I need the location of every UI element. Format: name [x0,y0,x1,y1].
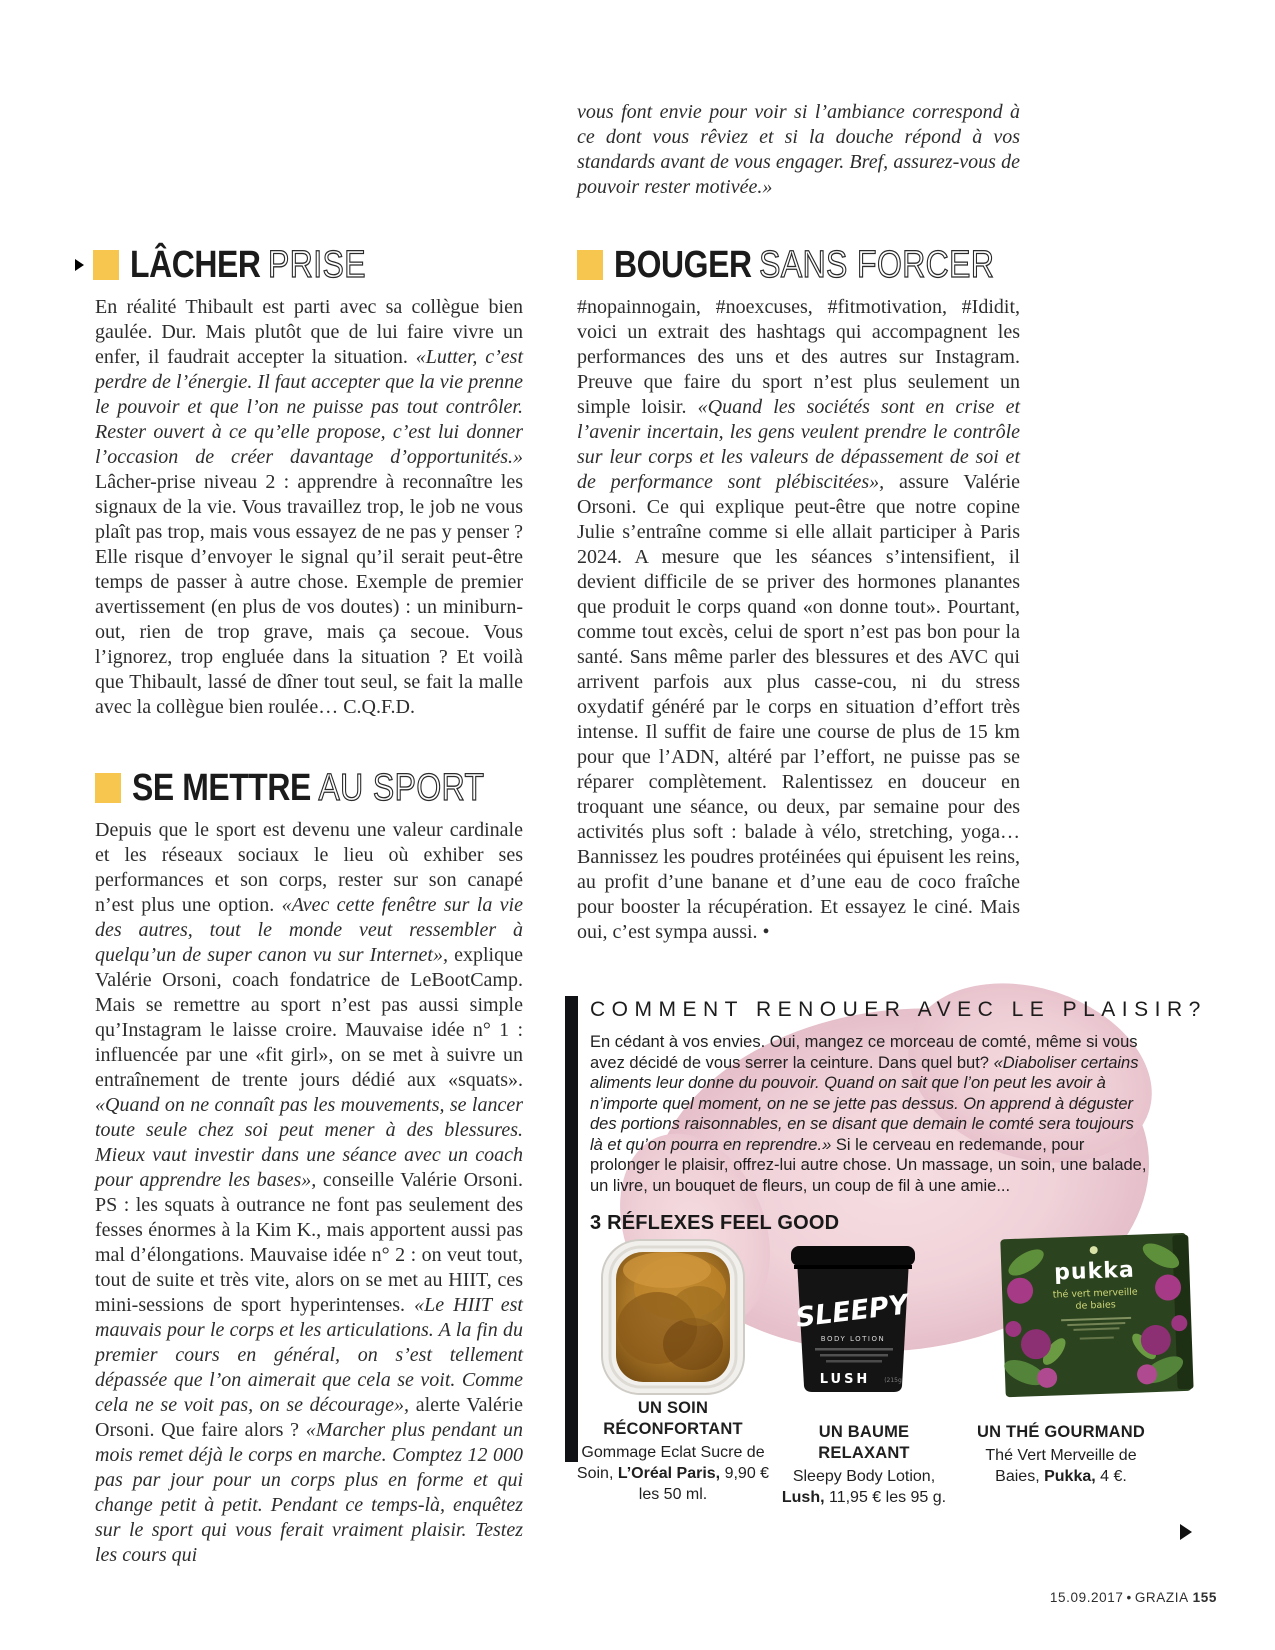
product-caption [575,1398,771,1505]
se-mettre-au-sport-paragraph: Depuis que le sport est devenu une valeur cardinale et les réseaux sociaux le lieu où exhiber ses performances et son corps, rester sur son canapé n’est plus une option. «Avec cette fenêtre sur la vie des autres, tout le monde veut ressembler à quelqu’un de super canon vu sur Internet», explique Valérie Orsoni, coach fondatrice de LeBootCamp. Mais se remettre au sport n’est pas aussi simple qu’Instagram le laisse croire. Mauvaise idée n° 1 : influencée par une «fit girl», on se met à suivre un entraînement de trente jours dédié aux «squats». «Quand on ne connaît pas les mouvements, se lancer toute seule chez soi peut mener à des blessures. Mieux vaut investir dans une séance avec un coach pour apprendre les bases», conseille Valérie Orsoni. PS : les squats à outrance ne font pas seulement des fesses énormes à la Kim K., mais apportent aussi pas mal d’élongations. Mauvaise idée n° 2 : on veut tout, tout de suite et très vite, alors on se met au HIIT, ces mini-sessions de sport hyperintenses. «Le HIIT est mauvais pour le corps et les articulations. A la fin du premier cours en général, on s’est tellement dépassée que l’on aimerait que cela se voit. Comme cela ne se voit pas, on se décourage», alerte Valérie Orsoni. Que faire alors ? «Marcher plus pendant un mois remet déjà le corps en marche. Comptez 12 000 pas par jour pour un corps plus en forme et qui change petit à petit. Pendant ce temps-là, enquêtez sur le sport qui vous ferait vraiment plaisir. Testez les cours qui [95,819,524,1566]
product-caption-text: Gommage Eclat Sucre de Soin, L’Oréal Paris, 9,90 € les 50 ml. [576,1444,770,1503]
section-marker-arrow-icon [75,259,84,271]
bouger-sans-forcer-paragraph: #nopainnogain, #noexcuses, #fitmotivation, #Ididit, voici un extrait des hashtags qui accompagnent les performances des uns et des autres sur Instagram. Preuve que faire du sport n’est plus seulement un simple loisir. «Quand les sociétés sont en crise et l’avenir incertain, les gens veulent prendre le contrôle sur leur corps et les valeurs de dépassement de soi et de performance sont plébiscitées», assure Valérie Orsoni. Ce qui explique peut-être que notre copine Julie s’entraîne comme si elle allait participer à Paris 2024. A mesure que les séances s’intensifient, il devient difficile de se priver des hormones planantes que produit le corps quand «on donne tout». Pourtant, comme tout excès, celui de sport n’est pas bon pour la santé. Sans même parler des blessures et des AVC qui arrivent parfois aux plus casse-cou, ni du stress oxydatif généré par le corps en situation d’effort très intense. Il suffit de faire une course de plus de 15 km pour que l’ADN, altéré par l’effort, ne puisse pas se réparer complètement. Ralentissez en douceur en troquant une séance, ou deux, par semaine pour des activités plus soft : balade à vélo, stretching, yoga… Bannissez les poudres protéinées qui épuisent les reins, au profit d’une banane et d’une eau de coco fraîche pour booster la récupération. Et essayez le ciné. Mais oui, c’est sympa aussi. • [577,296,1021,943]
tub-logo-text: LUSH [819,1372,871,1387]
section-heading-se-mettre-au-sport [95,766,523,810]
tub-brand-text: SLEEPY [794,1289,910,1334]
product-caption [963,1422,1159,1487]
section-title: LÂCHER PRISE [130,243,366,286]
product-caption-title: UN SOIN RÉCONFORTANT [603,1399,743,1438]
feature-box-plaisir [565,990,1235,1510]
teabox-line2-text: de baies [1075,1299,1116,1312]
footer-page-number: 155 [1192,1590,1217,1605]
section-heading-lacher-prise [95,243,523,287]
right-column [577,243,1020,945]
product-caption-title: UN BAUME RELAXANT [818,1423,910,1462]
page-footer [1050,1590,1217,1605]
page-turn-arrow-icon [1180,1524,1192,1540]
section-title: SE METTRE AU SPORT [132,766,485,809]
section-heading-bouger-sans-forcer [577,243,1020,287]
footer-separator: • [1126,1590,1132,1605]
yellow-square-icon [577,250,603,280]
feature-box-subhead: 3 RÉFLEXES FEEL GOOD [590,1212,840,1234]
product-caption-title: UN THÉ GOURMAND [977,1423,1145,1441]
teabox-brand-text: pukka [1053,1257,1136,1286]
continuation-paragraph: vous font envie pour voir si l’ambiance correspond à ce dont vous rêviez et si la douche répond à vos standards avant de vous engager. Bref, assurez-vous de pouvoir rester motivée.» [577,101,1020,198]
tub-sub-text: BODY LOTION [820,1335,886,1343]
yellow-square-icon [95,773,121,803]
left-column [95,243,523,1568]
product-image-lush-sleepy-tub [777,1238,929,1401]
product-image-scrub-jar [597,1236,749,1403]
yellow-square-icon [93,250,119,280]
feature-box-title: COMMENT RENOUER AVEC LE PLAISIR? [590,998,1207,1021]
svg-text:(215g: (215g [884,1377,902,1384]
product-caption-text: Sleepy Body Lotion, Lush, 11,95 € les 95 g. [781,1468,947,1506]
footer-magazine: GRAZIA [1134,1590,1189,1605]
product-image-pukka-tea-box [983,1230,1213,1407]
feature-box-paragraph: En cédant à vos envies. Oui, mangez ce morceau de comté, même si vous avez décidé de vous serrer la ceinture. Dans quel but? «Diaboliser certains aliments leur donne du pouvoir. Quand on sait que l’on peut les avoir à n’importe quel moment, on ne se jette pas dessus. On apprend à déguster des portions raisonnables, en se disant que demain le comté sera toujours là et qu’on pourra en reprendre.» Si le cerveau en redemande, pour prolonger le plaisir, offrez-lui autre chose. Un massage, un soin, une balade, un livre, un bouquet de fleurs, un coup de fil à une amie... [590,1033,1147,1195]
product-caption-text: Thé Vert Merveille de Baies, Pukka, 4 €. [985,1447,1137,1485]
teabox-line1-text: thé vert merveille [1052,1286,1138,1301]
lacher-prise-paragraph: En réalité Thibault est parti avec sa collègue bien gaulée. Dur. Mais plutôt que de lui faire vivre un enfer, il faudrait accepter la situation. «Lutter, c’est perdre de l’énergie. Il faut accepter que la vie prenne le pouvoir et que l’on ne puisse pas tout contrôler. Rester ouvert à ce qu’elle propose, c’est lui donner l’occasion de créer davantage d’opportunités.» Lâcher-prise niveau 2 : apprendre à reconnaître les signaux de la vie. Vous travaillez trop, le job ne vous plaît pas trop, mais vous essayez de ne pas y penser ? Elle risque d’envoyer le signal qu’il serait peut-être temps de passer à autre chose. Exemple de premier avertissement (en plus de vos doutes) : un miniburn-out, rien de trop grave, mais ça secoue. Vous l’ignorez, trop engluée dans la situation ? Et voilà que Thibault, lassé de dîner tout seul, se fait la malle avec la collègue bien roulée… C.Q.F.D. [95,296,524,718]
product-caption [773,1422,955,1508]
section-title: BOUGER SANS FORCER [614,243,995,286]
footer-date: 15.09.2017 [1049,1590,1124,1605]
